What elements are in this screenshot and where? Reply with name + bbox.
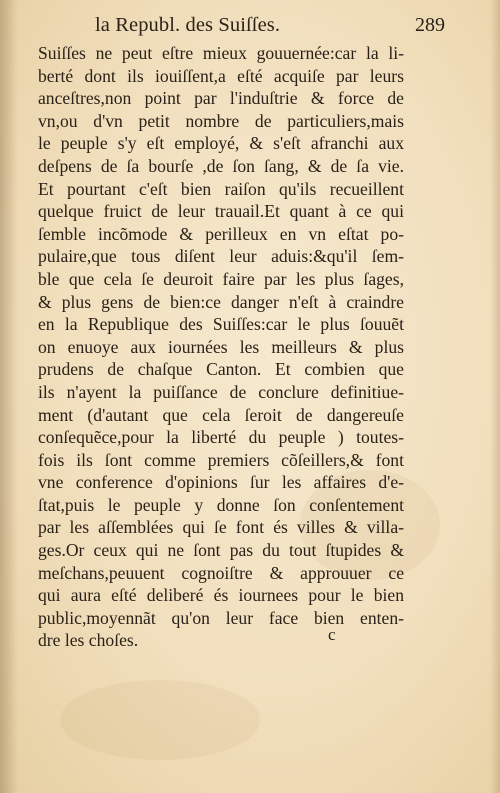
text-line: ges.Or ceux qui ne ſont pas du tout ſtupides & (38, 540, 404, 561)
text-line: prudens de chaſque Canton. Et combien que (38, 359, 404, 380)
spine-shadow (0, 0, 18, 793)
text-line: vn,ou d'vn petit nombre de particuliers,mais (38, 110, 404, 131)
signature-mark: c (328, 625, 336, 644)
text-line: le peuple s'y eſt employé, & s'eſt afranchi aux (38, 133, 404, 154)
text-line: Suiſſes ne peut eſtre mieux gouuernée:car la li- (38, 43, 404, 63)
text-line: on enuoye aux iournées les meilleurs & plus (38, 336, 404, 357)
page-edge-shadow (490, 0, 500, 793)
text-line: berté dont ils iouiſſent,a eſté acquiſe par leurs (38, 65, 404, 86)
text-line: ſemble incõmode & perilleux en vn eſtat po- (38, 223, 404, 244)
running-head: la Republ. des Suiſſes. (95, 14, 281, 36)
text-line: en la Republique des Suiſſes:car le plus ſouuẽt (38, 314, 404, 335)
text-line: meſchans,peuuent cognoiſtre & approuuer ce (38, 562, 404, 583)
text-line: par les aſſemblées qui ſe font és villes & villa- (38, 517, 404, 538)
page-header (95, 14, 445, 42)
text-line: fois ils ſont comme premiers cõſeillers,& font (38, 449, 404, 470)
text-line: deſpens de ſa bourſe ,de ſon ſang, & de ſa vie. (38, 155, 404, 176)
text-line: pulaire,que tous diſent leur aduis:&qu'il ſem- (38, 246, 404, 267)
page-number: 289 (415, 14, 445, 36)
text-line: dre les choſes. (38, 630, 139, 651)
paper-stain (60, 680, 260, 760)
text-line: Et pourtant c'eſt bien raiſon qu'ils recueillent (38, 178, 404, 199)
text-line: conſequẽce,pour la liberté du peuple ) toutes- (38, 427, 404, 448)
text-line: ſtat,puis le peuple y donne ſon conſentement (38, 494, 404, 515)
text-line: ils n'ayent la puiſſance de conclure definitiue- (38, 381, 404, 402)
text-line: ble que cela ſe deuroit faire par les plus ſages, (38, 268, 404, 289)
text-line: qui aura eſté deliberé és iournees pour le bien (38, 585, 404, 606)
body-text (38, 42, 404, 652)
text-line: ment (d'autant que cela ſeroit de dangereuſe (38, 404, 404, 425)
text-line: quelque fruict de leur trauail.Et quant à ce qui (38, 201, 404, 222)
text-line: & plus gens de bien:ce danger n'eſt à craindre (38, 291, 404, 312)
text-line: anceſtres,non point par l'induſtrie & force de (38, 88, 404, 109)
text-line: vne conference d'opinions ſur les affaires d'e- (38, 472, 404, 493)
text-line: public,moyennãt qu'on leur face bien enten- (38, 607, 404, 628)
